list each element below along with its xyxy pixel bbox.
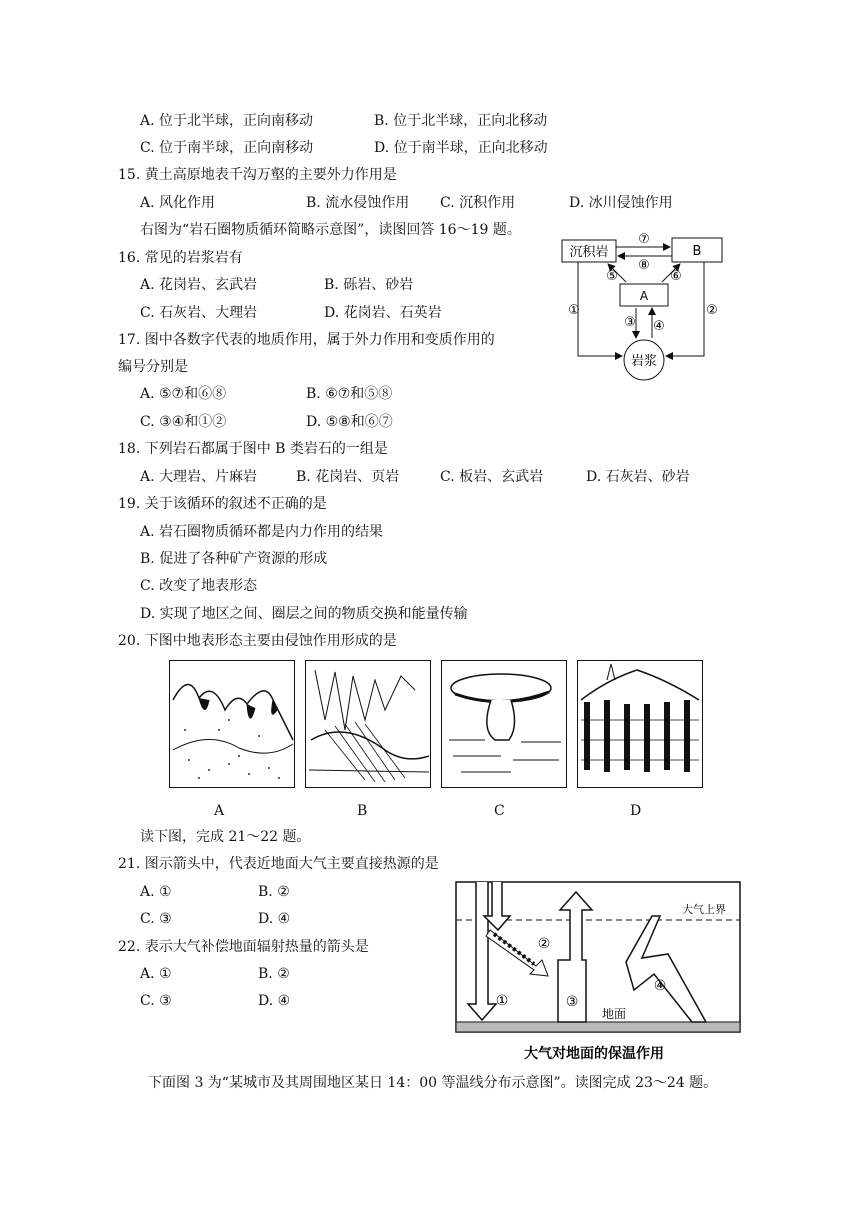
q17-stem-line1: 17. 图中各数字代表的地质作用，属于外力作用和变质作用的 [118,332,495,348]
q19-stem: 19. 关于该循环的叙述不正确的是 [118,496,327,512]
q18-option-a: A. 大理岩、片麻岩 [140,469,258,485]
q15-option-c: C. 沉积作用 [440,195,516,211]
atmo-arrow-4-label: ④ [653,978,667,994]
q18-option-b: B. 花岗岩、页岩 [296,469,400,485]
q22-option-c: C. ③ [140,993,172,1009]
landform-label-a: A [214,803,225,819]
rock-a-label: A [639,289,649,303]
q19-option-b: B. 促进了各种矿产资源的形成 [140,551,328,567]
q15-option-a: A. 风化作用 [140,195,216,211]
atmo-arrow-3-label: ③ [565,994,579,1010]
landform-image-d [577,660,703,788]
q20-stem: 20. 下图中地表形态主要由侵蚀作用形成的是 [118,633,397,649]
atmo-arrow-2-label: ② [537,936,551,952]
q15-stem: 15. 黄土高原地表千沟万壑的主要外力作用是 [118,167,397,183]
arrow-7-label: ⑦ [638,232,650,247]
q21-option-b: B. ② [258,884,290,900]
rock-cycle-diagram [556,232,736,382]
arrow-3-label: ③ [624,315,636,330]
q17-option-b: B. ⑥⑦和⑤⑧ [306,386,393,402]
q19-option-d: D. 实现了地区之间、圈层之间的物质交换和能量传输 [140,606,468,622]
arrow-5-label: ⑤ [606,269,618,284]
q18-option-d: D. 石灰岩、砂岩 [586,469,690,485]
q21-option-a: A. ① [140,884,172,900]
rock-b-label: B [692,244,702,259]
arrow-6-label: ⑥ [670,269,682,284]
q22-option-b: B. ② [258,966,290,982]
landform-image-c [441,660,567,788]
q18-stem: 18. 下列岩石都属于图中 B 类岩石的一组是 [118,441,388,457]
atmosphere-insulation-diagram [454,880,744,1066]
landform-image-a [169,660,295,788]
q14-option-d: D. 位于南半球，正向北移动 [374,140,548,156]
q14-option-b: B. 位于北半球，正向北移动 [374,113,548,129]
q17-option-d: D. ⑤⑧和⑥⑦ [306,414,393,430]
arrow-2-label: ② [706,303,718,318]
arrow-8-label: ⑧ [638,258,650,273]
q15-option-b: B. 流水侵蚀作用 [306,195,410,211]
landform-label-c: C [494,803,505,819]
q22-option-a: A. ① [140,966,172,982]
q16-option-b: B. 砾岩、砂岩 [324,277,414,293]
q17-option-a: A. ⑤⑦和⑥⑧ [140,386,227,402]
q16-option-c: C. 石灰岩、大理岩 [140,305,258,321]
q17-stem-line2: 编号分别是 [118,359,188,375]
q15-option-d: D. 冰川侵蚀作用 [569,195,673,211]
q21-option-c: C. ③ [140,911,172,927]
q16-option-a: A. 花岗岩、玄武岩 [140,277,258,293]
arrow-1-label: ① [568,303,580,318]
sedimentary-rock-label: 沉积岩 [569,245,609,260]
atmosphere-upper-limit-label: 大气上界 [682,903,726,916]
q16-stem: 16. 常见的岩浆岩有 [118,250,243,266]
intro-23-24: 下面图 3 为“某城市及其周围地区某日 14：00 等温线分布示意图”。读图完成 23～24 题。 [148,1075,718,1091]
q14-option-c: C. 位于南半球，正向南移动 [140,140,314,156]
landform-label-b: B [357,803,368,819]
q22-stem: 22. 表示大气补偿地面辐射热量的箭头是 [118,939,369,955]
q14-option-a: A. 位于北半球，正向南移动 [140,113,314,129]
q17-option-c: C. ③④和①② [140,414,227,430]
intro-16-19: 右图为“岩石圈物质循环简略示意图”，读图回答 16～19 题。 [140,222,521,238]
landform-image-b [305,660,431,788]
q16-option-d: D. 花岗岩、石英岩 [324,305,442,321]
arrow-4-label: ④ [653,319,665,334]
q21-stem: 21. 图示箭头中，代表近地面大气主要直接热源的是 [118,856,439,872]
q21-option-d: D. ④ [258,911,291,927]
atmo-arrow-1-label: ① [495,993,509,1009]
ground-label: 地面 [601,1007,627,1021]
magma-label: 岩浆 [630,354,658,369]
q19-option-a: A. 岩石圈物质循环都是内力作用的结果 [140,524,384,540]
intro-21-22: 读下图，完成 21～22 题。 [140,829,311,845]
q19-option-c: C. 改变了地表形态 [140,578,258,594]
q22-option-d: D. ④ [258,993,291,1009]
landform-label-d: D [630,803,642,819]
q18-option-c: C. 板岩、玄武岩 [440,469,544,485]
atmosphere-diagram-caption: 大气对地面的保温作用 [524,1046,664,1062]
